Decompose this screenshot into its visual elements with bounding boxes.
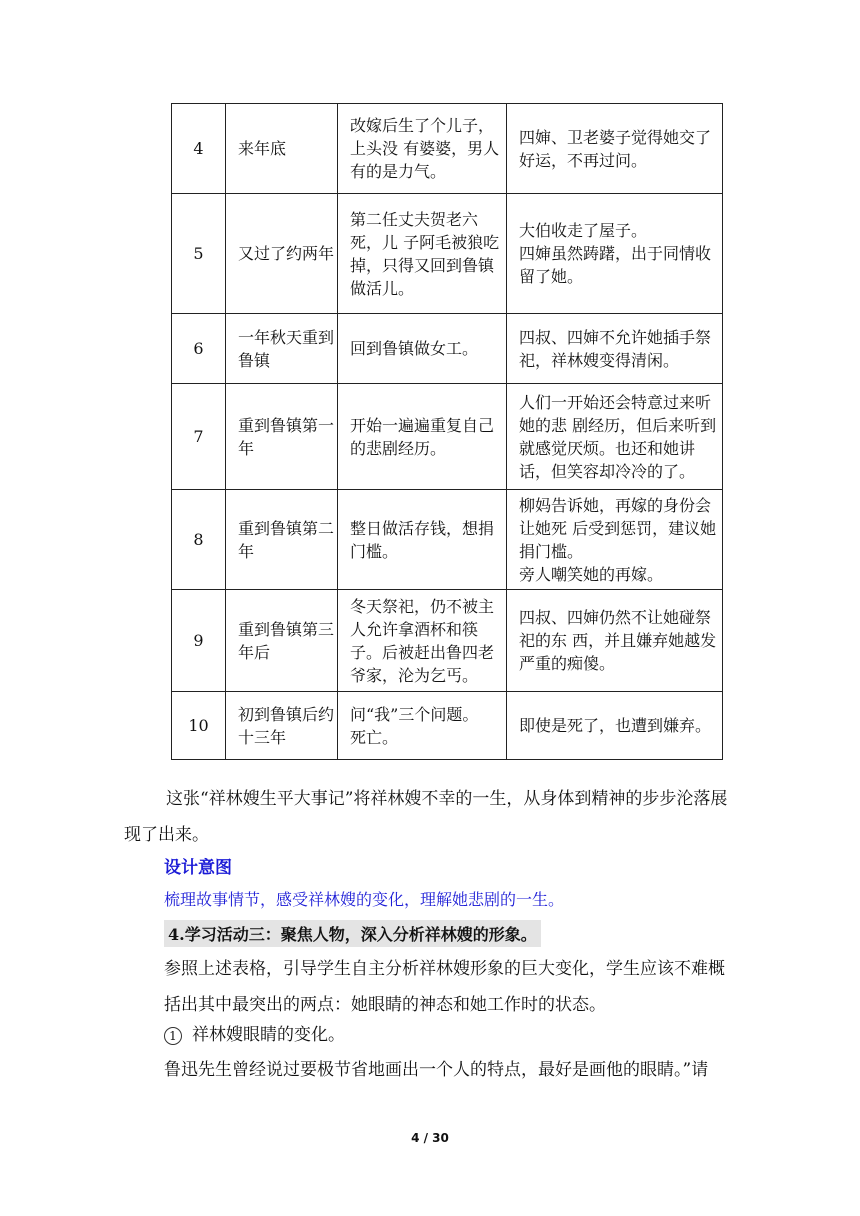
row-number-cell-text: 8 xyxy=(193,530,204,549)
time-cell-text: 又过了约两年 xyxy=(238,244,335,263)
time-cell-text: 初到鲁镇后约 十三年 xyxy=(238,704,335,747)
design-intent-heading: 设计意图 xyxy=(164,858,232,878)
event-cell-text: 回到鲁镇做女工。 xyxy=(350,339,479,358)
event-cell xyxy=(338,590,507,692)
time-cell-text: 一年秋天重到 鲁镇 xyxy=(238,327,335,370)
row-number-cell xyxy=(172,384,226,490)
table-row xyxy=(172,490,723,590)
attitude-cell xyxy=(507,194,723,314)
event-cell-text: 冬天祭祀，仍不被主人允许拿酒杯和筷子。后被赶出鲁四老爷家，沦为乞丐。 xyxy=(350,596,495,685)
time-cell xyxy=(226,692,338,760)
time-cell xyxy=(226,490,338,590)
event-cell-text: 开始一遍遍重复自己的悲剧经历。 xyxy=(350,415,495,458)
event-cell xyxy=(338,490,507,590)
attitude-cell xyxy=(507,490,723,590)
row-number-cell xyxy=(172,490,226,590)
row-number-cell-text: 7 xyxy=(193,427,204,446)
attitude-cell-text: 四叔、四婶不允许她插手祭祀，祥林嫂变得清闲。 xyxy=(519,327,712,370)
time-cell xyxy=(226,104,338,194)
time-cell xyxy=(226,590,338,692)
row-number-cell xyxy=(172,590,226,692)
attitude-cell xyxy=(507,692,723,760)
design-intent-text: 梳理故事情节，感受祥林嫂的变化，理解她悲剧的一生。 xyxy=(164,890,565,909)
event-cell-text: 整日做活存钱，想捐门槛。 xyxy=(350,518,495,561)
row-number-cell-text: 6 xyxy=(193,339,204,358)
event-cell xyxy=(338,314,507,384)
attitude-cell xyxy=(507,590,723,692)
row-number-cell-text: 10 xyxy=(188,716,209,735)
attitude-cell xyxy=(507,104,723,194)
list-item-text: 祥林嫂眼睛的变化。 xyxy=(192,1025,345,1045)
time-cell-text: 重到鲁镇第三 年后 xyxy=(238,619,335,662)
table-row xyxy=(172,104,723,194)
event-cell xyxy=(338,104,507,194)
event-cell-text: 问“我”三个问题。 死亡。 xyxy=(350,704,479,747)
list-item-eyes xyxy=(164,1020,345,1045)
row-number-cell xyxy=(172,692,226,760)
attitude-cell xyxy=(507,314,723,384)
table-row xyxy=(172,194,723,314)
event-cell xyxy=(338,692,507,760)
table-row xyxy=(172,314,723,384)
attitude-cell-text: 大伯收走了屋子。 四婶虽然踌躇，出于同情收留了她。 xyxy=(519,221,712,286)
attitude-cell-text: 四叔、四婶仍然不让她碰祭祀的东 西，并且嫌弃她越发严重的痴傻。 xyxy=(519,608,717,673)
time-cell xyxy=(226,314,338,384)
summary-paragraph: 这张“祥林嫂生平大事记”将祥林嫂不幸的一生，从身体到精神的步步沦落展现了出来。 xyxy=(124,789,728,845)
row-number-cell xyxy=(172,104,226,194)
activity-paragraph: 参照上述表格，引导学生自主分析祥林嫂形象的巨大变化，学生应该不难概括出其中最突出的两点：她眼睛的神态和她工作时的状态。 xyxy=(164,959,725,1015)
attitude-cell-text: 人们一开始还会特意过来听她的悲 剧经历，但后来听到就感觉厌烦。也还和她讲话，但笑容却冷冷的了。 xyxy=(519,392,717,481)
quote-paragraph: 鲁迅先生曾经说过要极节省地画出一个人的特点，最好是画他的眼睛。”请 xyxy=(164,1060,709,1080)
page-number: 4 / 30 xyxy=(411,1131,449,1145)
time-cell xyxy=(226,384,338,490)
activity-title: 4.学习活动三：聚焦人物，深入分析祥林嫂的形象。 xyxy=(164,920,541,947)
event-cell xyxy=(338,384,507,490)
row-number-cell-text: 5 xyxy=(193,244,204,263)
row-number-cell-text: 9 xyxy=(193,631,204,650)
row-number-cell-text: 4 xyxy=(193,139,204,158)
table-row xyxy=(172,590,723,692)
event-cell-text: 改嫁后生了个儿子，上头没 有婆婆，男人有的是力气。 xyxy=(350,116,500,181)
attitude-cell-text: 即使是死了，也遭到嫌弃。 xyxy=(519,716,712,735)
time-cell-text: 重到鲁镇第二 年 xyxy=(238,518,335,561)
attitude-cell xyxy=(507,384,723,490)
events-table xyxy=(171,103,723,760)
attitude-cell-text: 四婶、卫老婆子觉得她交了好运，不再过问。 xyxy=(519,127,712,170)
event-cell xyxy=(338,194,507,314)
table-row xyxy=(172,692,723,760)
row-number-cell xyxy=(172,194,226,314)
circled-number: 1 xyxy=(164,1027,182,1045)
table-row xyxy=(172,384,723,490)
event-cell-text: 第二任丈夫贺老六死，儿 子阿毛被狼吃掉，只得又回到鲁镇做活儿。 xyxy=(350,209,500,298)
row-number-cell xyxy=(172,314,226,384)
time-cell xyxy=(226,194,338,314)
time-cell-text: 重到鲁镇第一 年 xyxy=(238,415,335,458)
time-cell-text: 来年底 xyxy=(238,139,287,158)
attitude-cell-text: 柳妈告诉她，再嫁的身份会让她死 后受到惩罚，建议她捐门槛。 旁人嘲笑她的再嫁。 xyxy=(519,495,717,584)
